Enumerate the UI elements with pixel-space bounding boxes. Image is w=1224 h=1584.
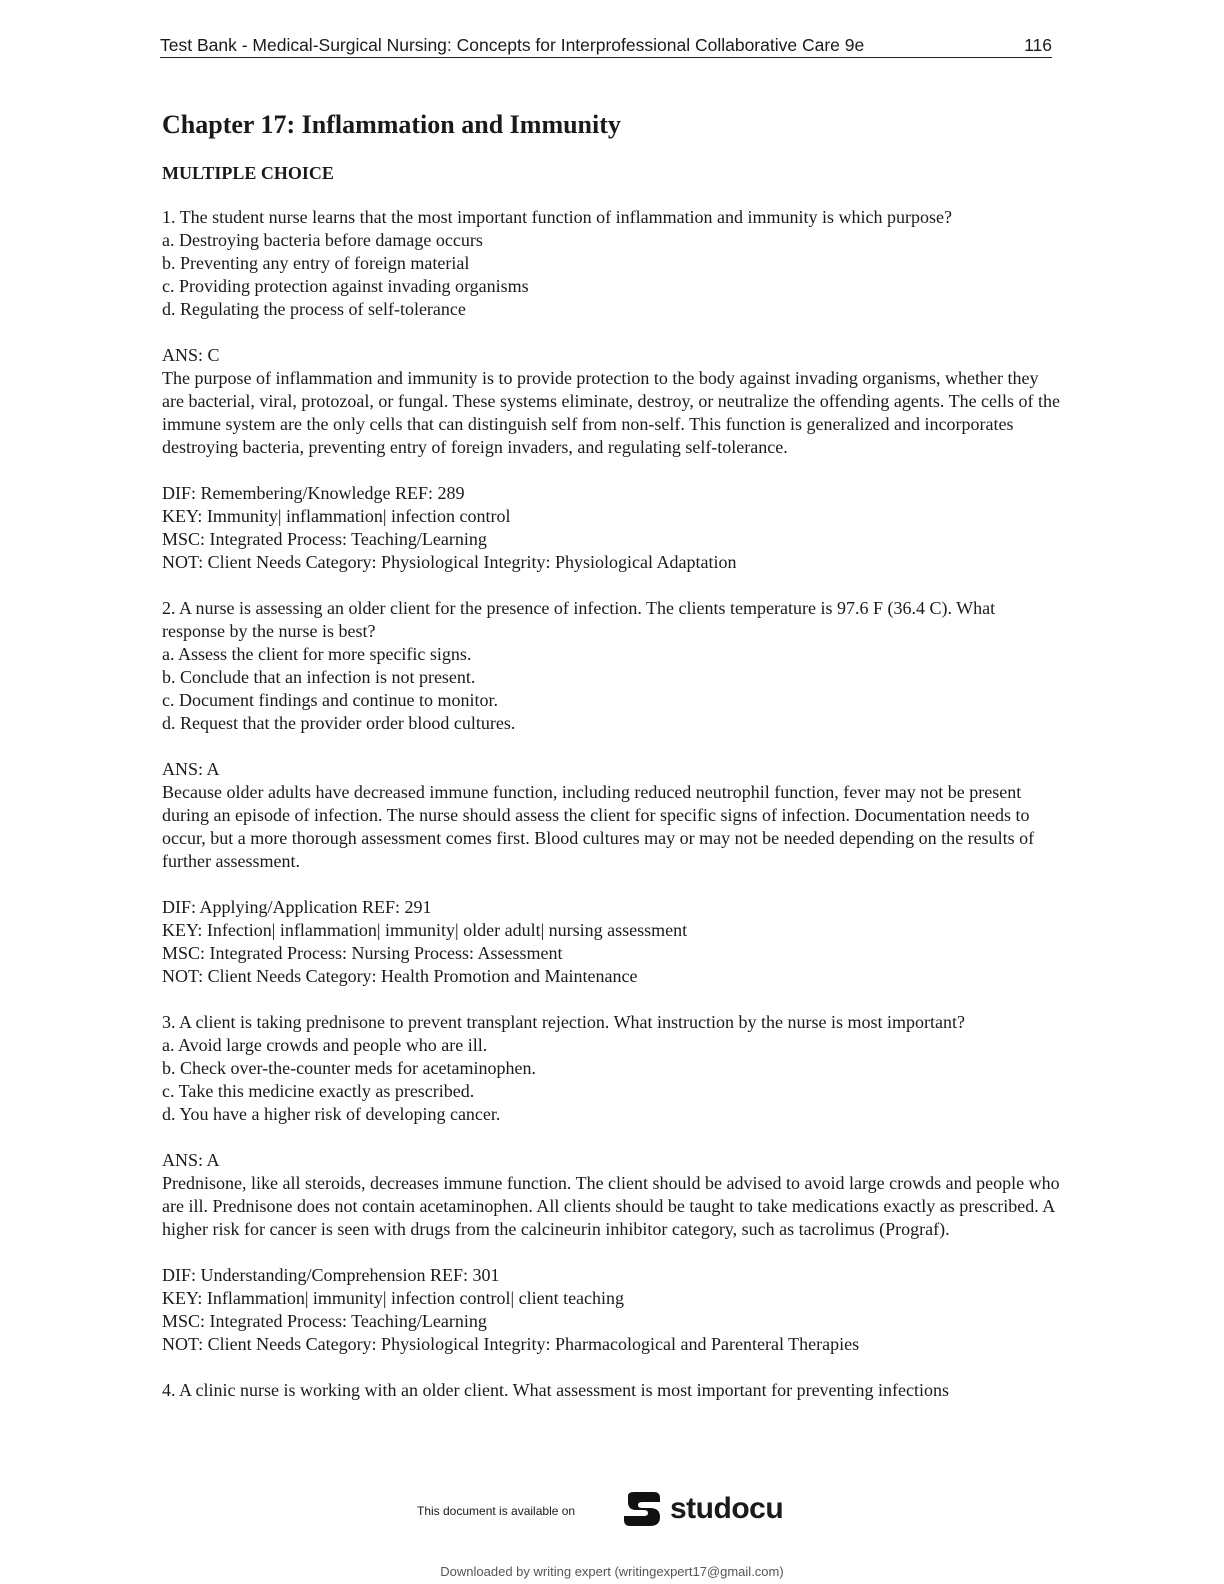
question-1	[162, 206, 1062, 321]
running-header-title: Test Bank - Medical-Surgical Nursing: Concepts for Interprofessional Collaborative Care 9e	[160, 35, 865, 55]
answer-option: a. Avoid large crowds and people who are ill.	[162, 1035, 488, 1055]
answer-option: c. Document findings and continue to monitor.	[162, 690, 498, 710]
availability-text: This document is available on	[417, 1504, 576, 1518]
answer-rationale-3	[162, 1149, 1062, 1241]
question-metadata-3	[162, 1264, 1062, 1356]
question-stem: 2. A nurse is assessing an older client for the presence of infection. The clients temperature is 97.6 F (36.4 C). What response by the nurse is best?	[162, 598, 996, 641]
answer-key: ANS: C	[162, 345, 220, 365]
msc-process: MSC: Integrated Process: Teaching/Learning	[162, 1311, 487, 1331]
answer-rationale-2	[162, 758, 1062, 873]
client-needs: NOT: Client Needs Category: Physiological Integrity: Pharmacological and Parenteral Therapies	[162, 1334, 860, 1354]
answer-option: b. Check over-the-counter meds for acetaminophen.	[162, 1058, 536, 1078]
rationale-text: The purpose of inflammation and immunity is to provide protection to the body against invading organisms, whether they are bacterial, viral, protozoal, or fungal. These systems eliminate, destroy, or neutralize the offending agents. The cells of the immune system are the only cells that can distinguish self from non-self. This function is generalized and incorporates destroying bacteria, preventing entry of foreign invaders, and regulating self-tolerance.	[162, 368, 1061, 457]
client-needs: NOT: Client Needs Category: Health Promotion and Maintenance	[162, 966, 638, 986]
answer-key: ANS: A	[162, 1150, 220, 1170]
difficulty-ref: DIF: Remembering/Knowledge REF: 289	[162, 483, 465, 503]
answer-key: ANS: A	[162, 759, 220, 779]
rationale-text: Because older adults have decreased immune function, including reduced neutrophil function, fever may not be present during an episode of infection. The nurse should assess the client for specific signs of infection. Documentation needs to occur, but a more thorough assessment comes first. Blood cultures may or may not be needed depending on the results of further assessment.	[162, 782, 1035, 871]
rationale-text: Prednisone, like all steroids, decreases immune function. The client should be advised to avoid large crowds and people who are ill. Prednisone does not contain acetaminophen. All clients should be taught to take medications exactly as prescribed. A higher risk for cancer is seen with drugs from the calcineurin inhibitor category, such as tacrolimus (Prograf).	[162, 1173, 1060, 1239]
keywords: KEY: Inflammation| immunity| infection control| client teaching	[162, 1288, 625, 1308]
question-stem: 1. The student nurse learns that the most important function of inflammation and immunity is which purpose?	[162, 207, 953, 227]
answer-option: c. Providing protection against invading organisms	[162, 276, 529, 296]
difficulty-ref: DIF: Understanding/Comprehension REF: 301	[162, 1265, 500, 1285]
answer-option: d. Regulating the process of self-tolerance	[162, 299, 466, 319]
question-2	[162, 597, 1062, 735]
answer-option: d. You have a higher risk of developing cancer.	[162, 1104, 501, 1124]
downloaded-by-text: Downloaded by writing expert (writingexpert17@gmail.com)	[440, 1564, 784, 1579]
client-needs: NOT: Client Needs Category: Physiological Integrity: Physiological Adaptation	[162, 552, 737, 572]
studocu-logo-link[interactable]	[620, 1490, 783, 1528]
section-title: MULTIPLE CHOICE	[162, 163, 334, 183]
answer-option: b. Preventing any entry of foreign material	[162, 253, 470, 273]
answer-option: d. Request that the provider order blood cultures.	[162, 713, 516, 733]
msc-process: MSC: Integrated Process: Nursing Process: Assessment	[162, 943, 563, 963]
question-3	[162, 1011, 1062, 1126]
running-header	[160, 34, 1052, 58]
chapter-title: Chapter 17: Inflammation and Immunity	[162, 110, 621, 139]
answer-option: a. Assess the client for more specific signs.	[162, 644, 472, 664]
answer-option: c. Take this medicine exactly as prescribed.	[162, 1081, 475, 1101]
page-number: 116	[1024, 35, 1052, 55]
studocu-logo-icon	[620, 1490, 664, 1528]
answer-option: a. Destroying bacteria before damage occurs	[162, 230, 483, 250]
question-stem: 3. A client is taking prednisone to prevent transplant rejection. What instruction by the nurse is most important?	[162, 1012, 966, 1032]
msc-process: MSC: Integrated Process: Teaching/Learning	[162, 529, 487, 549]
question-metadata-1	[162, 482, 1062, 574]
question-stem: 4. A clinic nurse is working with an older client. What assessment is most important for preventing infections	[162, 1380, 950, 1400]
answer-rationale-1	[162, 344, 1062, 459]
page-content	[162, 108, 1062, 1425]
keywords: KEY: Immunity| inflammation| infection control	[162, 506, 511, 526]
answer-option: b. Conclude that an infection is not present.	[162, 667, 476, 687]
keywords: KEY: Infection| inflammation| immunity| older adult| nursing assessment	[162, 920, 688, 940]
question-metadata-2	[162, 896, 1062, 988]
difficulty-ref: DIF: Applying/Application REF: 291	[162, 897, 432, 917]
question-4	[162, 1379, 1062, 1402]
studocu-brand: studocu	[670, 1492, 784, 1525]
